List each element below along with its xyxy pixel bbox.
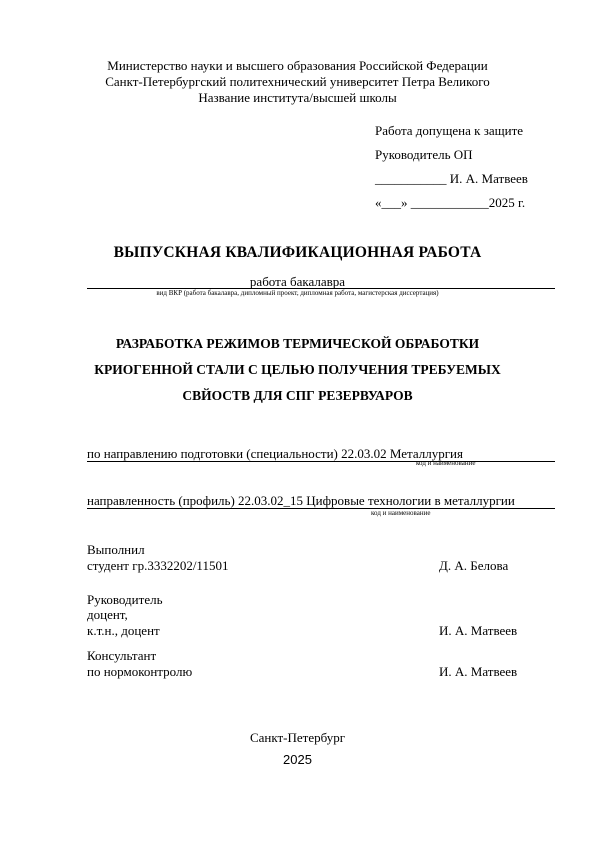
approval-admitted: Работа допущена к защите: [375, 123, 524, 138]
supervisor-label-2: доцент,: [87, 607, 128, 622]
performer-name: Д. А. Белова: [439, 558, 509, 573]
university-line: Санкт-Петербургский политехнический университет Петра Великого: [105, 74, 490, 89]
performer-label-1: Выполнил: [87, 542, 145, 557]
document-title: ВЫПУСКНАЯ КВАЛИФИКАЦИОННАЯ РАБОТА: [113, 244, 482, 261]
direction-rule: [87, 461, 555, 462]
topic-line-1: РАЗРАБОТКА РЕЖИМОВ ТЕРМИЧЕСКОЙ ОБРАБОТКИ: [115, 336, 480, 351]
direction-caption: код и наименование: [416, 459, 476, 467]
performer-label-2: студент гр.3332202/11501: [87, 558, 229, 573]
supervisor-label-1: Руководитель: [87, 592, 163, 607]
topic-line-3: СВЙОСТВ ДЛЯ СПГ РЕЗЕРВУАРОВ: [182, 388, 413, 403]
ministry-line: Министерство науки и высшего образования Российской Федерации: [107, 58, 488, 73]
approval-head: Руководитель ОП: [375, 147, 473, 162]
approval-date: «___» ____________2025 г.: [375, 195, 526, 210]
supervisor-name: И. А. Матвеев: [439, 623, 518, 638]
performer-row: [87, 558, 537, 573]
supervisor-row: [87, 623, 537, 638]
work-type-caption: вид ВКР (работа бакалавра, дипломный проект, дипломная работа, магистерская диссертация): [156, 289, 439, 297]
footer-city: Санкт-Петербург: [249, 730, 346, 745]
institute-line: Название института/высшей школы: [198, 90, 397, 105]
profile-rule: [87, 508, 555, 509]
consultant-label-2: по нормоконтролю: [87, 664, 193, 679]
consultant-name: И. А. Матвеев: [439, 664, 518, 679]
supervisor-label-3: к.т.н., доцент: [87, 623, 160, 638]
consultant-row: [87, 664, 537, 679]
profile-caption: код и наименование: [371, 509, 431, 517]
direction-text: по направлению подготовки (специальности) 22.03.02 Металлургия: [87, 446, 463, 461]
topic-line-2: КРИОГЕННОЙ СТАЛИ С ЦЕЛЬЮ ПОЛУЧЕНИЯ ТРЕБУЕМЫХ: [94, 362, 501, 377]
profile-text: направленность (профиль) 22.03.02_15 Цифровые технологии в металлургии: [87, 493, 515, 508]
work-type-value: работа бакалавра: [249, 274, 346, 289]
approval-signature: ___________ И. А. Матвеев: [375, 171, 528, 186]
consultant-label-1: Консультант: [87, 648, 157, 663]
footer-year: 2025: [283, 752, 312, 767]
